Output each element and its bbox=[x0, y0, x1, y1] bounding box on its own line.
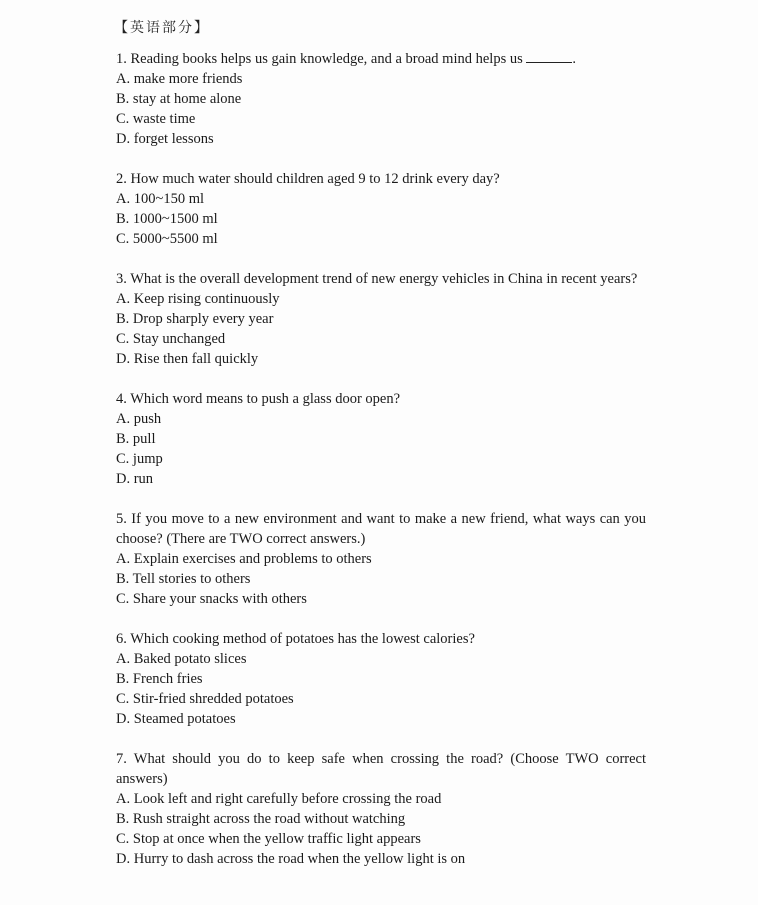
option-c[interactable]: C. waste time bbox=[116, 111, 196, 127]
question-text: 7. What should you do to keep safe when crossing the road? (Choose TWO correct answers) bbox=[116, 751, 646, 787]
question-text: 3. What is the overall development trend of new energy vehicles in China in recent years? bbox=[116, 271, 638, 287]
question-text: 5. If you move to a new environment and want to make a new friend, what ways can you choose? (There are TWO correct answers.) bbox=[116, 511, 646, 547]
option-b[interactable]: B. stay at home alone bbox=[116, 91, 242, 107]
question-text-after: . bbox=[572, 51, 576, 67]
question-2 bbox=[116, 169, 646, 249]
option-d[interactable]: D. Hurry to dash across the road when the yellow light is on bbox=[116, 851, 466, 867]
option-c[interactable]: C. Stop at once when the yellow traffic light appears bbox=[116, 831, 421, 847]
option-b[interactable]: B. Drop sharply every year bbox=[116, 311, 274, 327]
option-d[interactable]: D. Rise then fall quickly bbox=[116, 351, 259, 367]
question-text: 4. Which word means to push a glass door open? bbox=[116, 391, 401, 407]
option-a[interactable]: A. make more friends bbox=[116, 71, 243, 87]
answer-blank bbox=[526, 50, 572, 63]
option-a[interactable]: A. Baked potato slices bbox=[116, 651, 247, 667]
question-text: 2. How much water should children aged 9 to 12 drink every day? bbox=[116, 171, 500, 187]
question-6 bbox=[116, 629, 646, 729]
option-a[interactable]: A. push bbox=[116, 411, 162, 427]
question-text bbox=[116, 49, 646, 69]
option-b[interactable]: B. 1000~1500 ml bbox=[116, 211, 218, 227]
question-7 bbox=[116, 749, 646, 869]
option-c[interactable]: C. 5000~5500 ml bbox=[116, 231, 218, 247]
question-5 bbox=[116, 509, 646, 609]
option-b[interactable]: B. Rush straight across the road without watching bbox=[116, 811, 406, 827]
option-b[interactable]: B. pull bbox=[116, 431, 156, 447]
option-c[interactable]: C. Share your snacks with others bbox=[116, 591, 307, 607]
question-3 bbox=[116, 269, 646, 369]
option-b[interactable]: B. Tell stories to others bbox=[116, 571, 251, 587]
option-a[interactable]: A. 100~150 ml bbox=[116, 191, 204, 207]
option-d[interactable]: D. run bbox=[116, 471, 154, 487]
option-d[interactable]: D. Steamed potatoes bbox=[116, 711, 236, 727]
section-title: 【英语部分】 bbox=[114, 21, 210, 36]
question-text: 6. Which cooking method of potatoes has the lowest calories? bbox=[116, 631, 475, 647]
option-c[interactable]: C. Stay unchanged bbox=[116, 331, 226, 347]
option-b[interactable]: B. French fries bbox=[116, 671, 203, 687]
option-c[interactable]: C. jump bbox=[116, 451, 163, 467]
option-a[interactable]: A. Look left and right carefully before crossing the road bbox=[116, 791, 442, 807]
question-text-before: 1. Reading books helps us gain knowledge, and a broad mind helps us bbox=[116, 51, 527, 67]
option-a[interactable]: A. Explain exercises and problems to others bbox=[116, 551, 372, 567]
option-c[interactable]: C. Stir-fried shredded potatoes bbox=[116, 691, 294, 707]
question-4 bbox=[116, 389, 646, 489]
question-list bbox=[116, 49, 646, 889]
option-a[interactable]: A. Keep rising continuously bbox=[116, 291, 280, 307]
question-1 bbox=[116, 49, 646, 149]
option-d[interactable]: D. forget lessons bbox=[116, 131, 214, 147]
